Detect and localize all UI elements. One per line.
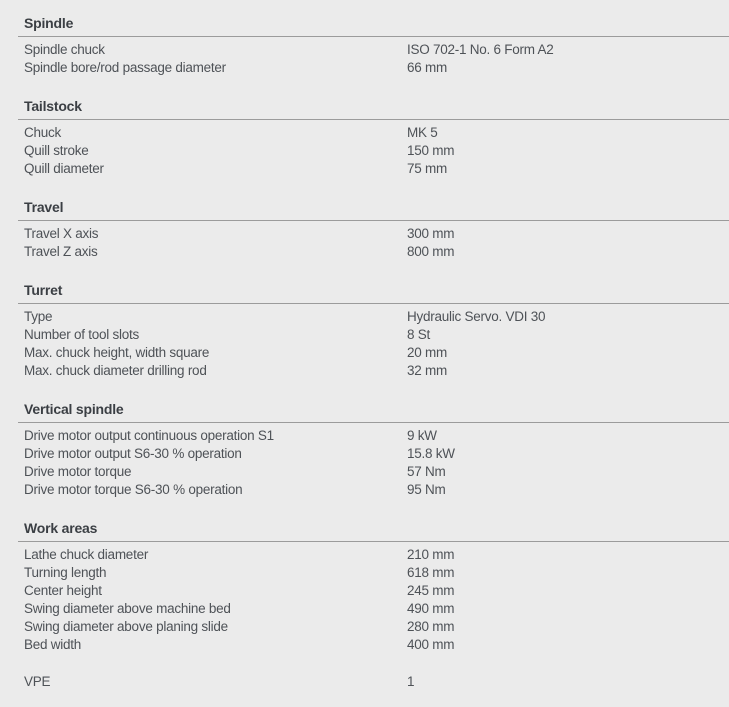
section-rows	[0, 308, 729, 380]
section-divider	[18, 119, 729, 120]
section-title: Spindle	[24, 15, 74, 31]
section-title: Travel	[24, 199, 64, 215]
spec-section	[0, 281, 729, 380]
spec-section	[0, 400, 729, 499]
spec-label: Travel X axis	[24, 226, 99, 241]
spec-value: 8 St	[407, 327, 431, 342]
spec-value: 57 Nm	[407, 464, 446, 479]
spec-label: VPE	[24, 674, 51, 689]
spec-value: 800 mm	[407, 244, 455, 259]
section-rows	[0, 124, 729, 178]
spec-value: 300 mm	[407, 226, 455, 241]
section-divider	[18, 303, 729, 304]
spec-label: Lathe chuck diameter	[24, 547, 149, 562]
spec-row	[0, 582, 729, 600]
spec-value: 15.8 kW	[407, 446, 455, 461]
section-title: Tailstock	[24, 98, 82, 114]
spec-value: ISO 702-1 No. 6 Form A2	[407, 42, 554, 57]
spec-value: 618 mm	[407, 565, 455, 580]
section-divider	[18, 422, 729, 423]
spec-row	[0, 546, 729, 564]
spec-row	[0, 618, 729, 636]
spec-row	[0, 124, 729, 142]
spec-row	[0, 59, 729, 77]
spec-label: Drive motor torque	[24, 464, 132, 479]
section-rows	[0, 427, 729, 499]
spec-row	[0, 463, 729, 481]
spec-label: Max. chuck height, width square	[24, 345, 210, 360]
spec-row	[0, 160, 729, 178]
spec-label: Turning length	[24, 565, 107, 580]
spec-value: MK 5	[407, 125, 438, 140]
spec-label: Drive motor torque S6-30 % operation	[24, 482, 243, 497]
spec-value: 150 mm	[407, 143, 455, 158]
section-rows	[0, 225, 729, 261]
spec-label: Drive motor output S6-30 % operation	[24, 446, 242, 461]
section-divider	[18, 220, 729, 221]
spec-label: Spindle bore/rod passage diameter	[24, 60, 226, 75]
spec-row	[0, 225, 729, 243]
section-divider	[18, 36, 729, 37]
spec-row	[0, 243, 729, 261]
spec-value: 210 mm	[407, 547, 455, 562]
spec-label: Quill diameter	[24, 161, 104, 176]
spec-sections	[0, 14, 729, 654]
section-title: Vertical spindle	[24, 401, 124, 417]
section-title: Turret	[24, 282, 63, 298]
spec-row	[0, 600, 729, 618]
spec-row	[0, 344, 729, 362]
spec-value: 245 mm	[407, 583, 455, 598]
spec-label: Number of tool slots	[24, 327, 140, 342]
spec-value: 32 mm	[407, 363, 448, 378]
spec-section	[0, 198, 729, 261]
spec-value: 75 mm	[407, 161, 448, 176]
spec-row	[0, 481, 729, 499]
spec-label: Quill stroke	[24, 143, 89, 158]
section-divider	[18, 541, 729, 542]
spec-row	[0, 636, 729, 654]
spec-label: Travel Z axis	[24, 244, 98, 259]
spec-label: Swing diameter above planing slide	[24, 619, 228, 634]
spec-value: 9 kW	[407, 428, 437, 443]
spec-section	[0, 519, 729, 654]
spec-label: Chuck	[24, 125, 62, 140]
spec-row	[0, 41, 729, 59]
spec-row-vpe	[0, 673, 729, 691]
section-rows	[0, 41, 729, 77]
spec-label: Swing diameter above machine bed	[24, 601, 231, 616]
spec-value: 66 mm	[407, 60, 448, 75]
spec-label: Drive motor output continuous operation S1	[24, 428, 274, 443]
spec-value: 1	[407, 674, 415, 689]
spec-row	[0, 445, 729, 463]
spec-section	[0, 14, 729, 77]
spec-value: Hydraulic Servo. VDI 30	[407, 309, 546, 324]
spec-value: 280 mm	[407, 619, 455, 634]
spec-section	[0, 97, 729, 178]
spec-row	[0, 362, 729, 380]
spec-value: 400 mm	[407, 637, 455, 652]
spec-row	[0, 308, 729, 326]
spec-value: 95 Nm	[407, 482, 446, 497]
spec-row	[0, 564, 729, 582]
spec-value: 490 mm	[407, 601, 455, 616]
spec-label: Type	[24, 309, 53, 324]
spec-row	[0, 142, 729, 160]
section-title: Work areas	[24, 520, 98, 536]
spec-label: Spindle chuck	[24, 42, 105, 57]
section-rows	[0, 546, 729, 654]
spec-label: Bed width	[24, 637, 82, 652]
spec-label: Center height	[24, 583, 102, 598]
spec-row	[0, 326, 729, 344]
spec-value: 20 mm	[407, 345, 448, 360]
spec-label: Max. chuck diameter drilling rod	[24, 363, 207, 378]
spec-row	[0, 427, 729, 445]
